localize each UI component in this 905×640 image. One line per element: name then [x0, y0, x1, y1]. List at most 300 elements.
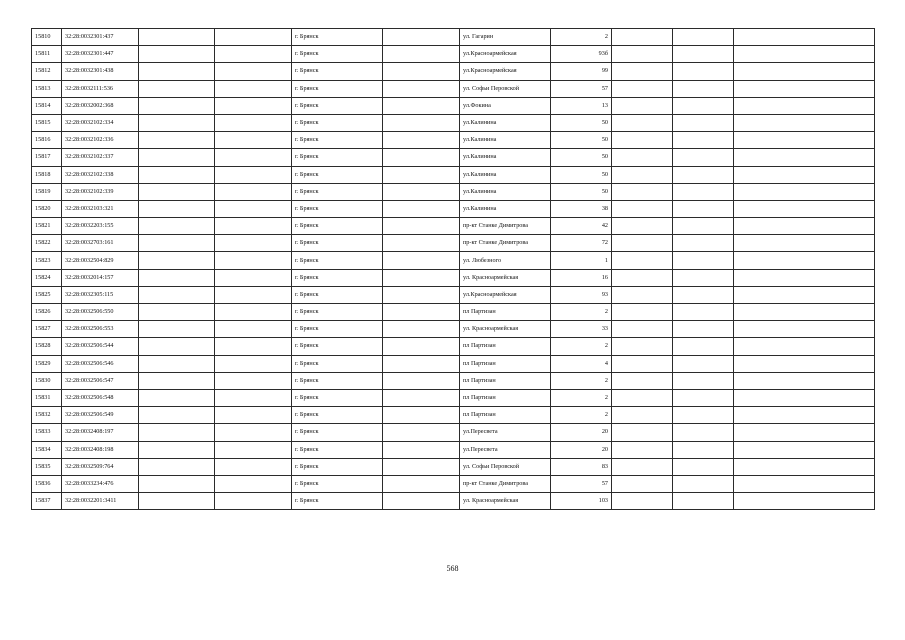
cell-empty: [139, 424, 215, 441]
cell-city: г. Брянск: [292, 46, 383, 63]
cell-empty: [612, 218, 673, 235]
table-row: [32, 218, 875, 235]
cell-empty: [673, 63, 734, 80]
cell-empty: [139, 372, 215, 389]
cell-empty: [734, 286, 875, 303]
cell-id: 15818: [32, 166, 62, 183]
cell-cadastral-number: 32:28:0032102:337: [62, 149, 139, 166]
cell-empty: [215, 132, 292, 149]
cell-empty: [383, 63, 460, 80]
cell-value: 50: [551, 132, 612, 149]
cell-street: ул. Гагарин: [460, 29, 551, 46]
cell-id: 15822: [32, 235, 62, 252]
cell-empty: [215, 63, 292, 80]
cell-empty: [612, 458, 673, 475]
cell-street: пр-кт Станке Димитрова: [460, 475, 551, 492]
cell-empty: [215, 458, 292, 475]
cell-street: ул.Калинина: [460, 114, 551, 131]
cell-street: пл Партизан: [460, 372, 551, 389]
cell-empty: [673, 252, 734, 269]
cell-value: 72: [551, 235, 612, 252]
table-row: [32, 114, 875, 131]
cell-value: 2: [551, 389, 612, 406]
cell-empty: [734, 149, 875, 166]
table-row: [32, 441, 875, 458]
cell-value: 93б: [551, 46, 612, 63]
cell-empty: [383, 132, 460, 149]
cell-cadastral-number: 32:28:0032201:3411: [62, 493, 139, 510]
cell-empty: [139, 166, 215, 183]
cell-empty: [215, 372, 292, 389]
cell-empty: [215, 29, 292, 46]
cell-value: 2: [551, 338, 612, 355]
cell-empty: [383, 200, 460, 217]
table-row: [32, 235, 875, 252]
cell-value: 20: [551, 424, 612, 441]
cell-street: ул.Калинина: [460, 183, 551, 200]
cell-cadastral-number: 32:28:0032504:829: [62, 252, 139, 269]
table-row: [32, 338, 875, 355]
cell-empty: [734, 458, 875, 475]
cell-value: 13: [551, 97, 612, 114]
cell-empty: [612, 97, 673, 114]
cell-street: ул.Калинина: [460, 149, 551, 166]
cell-value: 50: [551, 166, 612, 183]
cell-street: ул. Красноармейская: [460, 493, 551, 510]
cell-cadastral-number: 32:28:0032102:338: [62, 166, 139, 183]
cell-empty: [215, 235, 292, 252]
cell-id: 15824: [32, 269, 62, 286]
cell-id: 15834: [32, 441, 62, 458]
cell-empty: [612, 389, 673, 406]
cell-empty: [215, 46, 292, 63]
cell-empty: [734, 132, 875, 149]
cell-empty: [139, 80, 215, 97]
cell-empty: [139, 97, 215, 114]
cell-empty: [215, 166, 292, 183]
cell-cadastral-number: 32:28:0032301:447: [62, 46, 139, 63]
table-row: [32, 389, 875, 406]
cell-empty: [139, 252, 215, 269]
cell-empty: [734, 338, 875, 355]
cell-empty: [139, 149, 215, 166]
cell-empty: [383, 441, 460, 458]
cell-empty: [215, 269, 292, 286]
cell-empty: [673, 338, 734, 355]
cell-street: ул.Калинина: [460, 166, 551, 183]
cell-empty: [139, 304, 215, 321]
cell-street: ул. Софьи Перовской: [460, 458, 551, 475]
cell-empty: [139, 132, 215, 149]
cell-id: 15812: [32, 63, 62, 80]
cell-empty: [383, 235, 460, 252]
cell-id: 15820: [32, 200, 62, 217]
cell-empty: [139, 218, 215, 235]
cell-empty: [612, 252, 673, 269]
cell-empty: [215, 338, 292, 355]
cell-cadastral-number: 32:28:0032506:549: [62, 407, 139, 424]
cell-value: 33: [551, 321, 612, 338]
table-row: [32, 183, 875, 200]
cell-city: г. Брянск: [292, 441, 383, 458]
cell-empty: [673, 235, 734, 252]
cell-cadastral-number: 32:28:0032408:197: [62, 424, 139, 441]
cell-empty: [383, 407, 460, 424]
cell-city: г. Брянск: [292, 252, 383, 269]
cell-empty: [383, 252, 460, 269]
cell-empty: [383, 97, 460, 114]
cell-empty: [215, 424, 292, 441]
page-number: 568: [446, 564, 459, 573]
cell-cadastral-number: 32:28:0032203:155: [62, 218, 139, 235]
table-row: [32, 166, 875, 183]
cell-id: 15831: [32, 389, 62, 406]
cell-city: г. Брянск: [292, 458, 383, 475]
cell-empty: [612, 46, 673, 63]
cell-empty: [673, 97, 734, 114]
cell-empty: [734, 97, 875, 114]
table-row: [32, 304, 875, 321]
cell-cadastral-number: 32:28:0032103:321: [62, 200, 139, 217]
cell-street: пл Партизан: [460, 338, 551, 355]
cell-empty: [383, 149, 460, 166]
cell-id: 15814: [32, 97, 62, 114]
cell-empty: [734, 304, 875, 321]
cell-empty: [612, 80, 673, 97]
cell-empty: [139, 114, 215, 131]
cell-empty: [612, 29, 673, 46]
cell-value: 83: [551, 458, 612, 475]
cell-city: г. Брянск: [292, 29, 383, 46]
cell-id: 15813: [32, 80, 62, 97]
cell-street: ул.Калинина: [460, 132, 551, 149]
cell-empty: [383, 475, 460, 492]
cell-city: г. Брянск: [292, 166, 383, 183]
cell-empty: [383, 166, 460, 183]
cell-empty: [612, 304, 673, 321]
cell-city: г. Брянск: [292, 475, 383, 492]
table-row: [32, 252, 875, 269]
cell-empty: [612, 200, 673, 217]
cell-cadastral-number: 32:28:0032002:368: [62, 97, 139, 114]
cell-empty: [215, 286, 292, 303]
table-row: [32, 97, 875, 114]
cell-empty: [734, 493, 875, 510]
cell-city: г. Брянск: [292, 493, 383, 510]
table-row: [32, 372, 875, 389]
cell-id: 15817: [32, 149, 62, 166]
cell-value: 38: [551, 200, 612, 217]
cell-empty: [215, 252, 292, 269]
cell-empty: [612, 269, 673, 286]
cell-empty: [673, 149, 734, 166]
cell-empty: [612, 149, 673, 166]
cell-empty: [673, 80, 734, 97]
cell-empty: [612, 183, 673, 200]
cell-street: пл Партизан: [460, 355, 551, 372]
cell-empty: [612, 475, 673, 492]
cell-empty: [612, 441, 673, 458]
cell-id: 15811: [32, 46, 62, 63]
cell-empty: [383, 286, 460, 303]
cell-street: ул.Калинина: [460, 200, 551, 217]
cell-city: г. Брянск: [292, 304, 383, 321]
cell-id: 15810: [32, 29, 62, 46]
cell-cadastral-number: 32:28:0032506:548: [62, 389, 139, 406]
cell-empty: [734, 114, 875, 131]
cell-value: 57: [551, 80, 612, 97]
cell-street: пл Партизан: [460, 389, 551, 406]
cell-empty: [383, 493, 460, 510]
cell-id: 15816: [32, 132, 62, 149]
table-row: [32, 424, 875, 441]
cell-empty: [139, 235, 215, 252]
cell-cadastral-number: 32:28:0032102:336: [62, 132, 139, 149]
cell-value: 42: [551, 218, 612, 235]
cell-empty: [612, 424, 673, 441]
cell-empty: [383, 80, 460, 97]
cell-empty: [139, 29, 215, 46]
cell-id: 15826: [32, 304, 62, 321]
cell-street: ул.Красноармейская: [460, 286, 551, 303]
cell-city: г. Брянск: [292, 321, 383, 338]
cell-empty: [734, 321, 875, 338]
cell-street: ул.Фокина: [460, 97, 551, 114]
cell-empty: [383, 355, 460, 372]
cell-city: г. Брянск: [292, 389, 383, 406]
table-row: [32, 355, 875, 372]
cell-empty: [612, 355, 673, 372]
table-row: [32, 321, 875, 338]
cell-city: г. Брянск: [292, 355, 383, 372]
cell-empty: [215, 200, 292, 217]
cell-empty: [215, 389, 292, 406]
cell-empty: [734, 183, 875, 200]
cell-empty: [139, 389, 215, 406]
cell-empty: [139, 458, 215, 475]
cell-cadastral-number: 32:28:0033234:476: [62, 475, 139, 492]
cell-empty: [673, 321, 734, 338]
cell-empty: [612, 493, 673, 510]
cell-cadastral-number: 32:28:0032102:339: [62, 183, 139, 200]
cell-city: г. Брянск: [292, 218, 383, 235]
cell-empty: [734, 355, 875, 372]
cell-empty: [215, 441, 292, 458]
cell-empty: [734, 29, 875, 46]
cell-id: 15837: [32, 493, 62, 510]
cell-value: 99: [551, 63, 612, 80]
registry-sheet: [31, 28, 874, 510]
table-row: [32, 269, 875, 286]
cell-empty: [612, 63, 673, 80]
cell-street: ул. Красноармейская: [460, 321, 551, 338]
cell-city: г. Брянск: [292, 286, 383, 303]
cell-cadastral-number: 32:28:0032506:550: [62, 304, 139, 321]
cell-value: 1: [551, 252, 612, 269]
cell-city: г. Брянск: [292, 424, 383, 441]
cell-empty: [673, 114, 734, 131]
cell-empty: [215, 493, 292, 510]
cell-empty: [383, 269, 460, 286]
cell-cadastral-number: 32:28:0032301:437: [62, 29, 139, 46]
table-row: [32, 149, 875, 166]
cell-city: г. Брянск: [292, 114, 383, 131]
cell-id: 15836: [32, 475, 62, 492]
cell-city: г. Брянск: [292, 372, 383, 389]
cell-empty: [383, 114, 460, 131]
table-row: [32, 132, 875, 149]
cell-empty: [673, 304, 734, 321]
cell-id: 15823: [32, 252, 62, 269]
cell-empty: [139, 321, 215, 338]
registry-table-body: [32, 29, 875, 510]
cell-empty: [612, 286, 673, 303]
table-row: [32, 475, 875, 492]
table-row: [32, 286, 875, 303]
cell-street: ул.Пересвета: [460, 424, 551, 441]
table-row: [32, 63, 875, 80]
cell-empty: [673, 132, 734, 149]
cell-empty: [673, 183, 734, 200]
cell-empty: [612, 114, 673, 131]
cell-empty: [139, 441, 215, 458]
cell-empty: [215, 183, 292, 200]
cell-empty: [673, 200, 734, 217]
cell-empty: [612, 338, 673, 355]
cell-empty: [734, 166, 875, 183]
cell-empty: [139, 183, 215, 200]
cell-empty: [383, 29, 460, 46]
cell-street: ул.Красноармейская: [460, 46, 551, 63]
cell-empty: [139, 286, 215, 303]
cell-empty: [139, 407, 215, 424]
cell-id: 15827: [32, 321, 62, 338]
cell-empty: [673, 475, 734, 492]
cell-street: ул. Красноармейская: [460, 269, 551, 286]
cell-empty: [673, 441, 734, 458]
cell-empty: [383, 321, 460, 338]
cell-id: 15832: [32, 407, 62, 424]
cell-empty: [673, 389, 734, 406]
cell-empty: [139, 63, 215, 80]
registry-table: [31, 28, 875, 510]
cell-city: г. Брянск: [292, 200, 383, 217]
cell-empty: [612, 166, 673, 183]
cell-empty: [139, 475, 215, 492]
cell-value: 57: [551, 475, 612, 492]
cell-empty: [215, 355, 292, 372]
cell-value: 20: [551, 441, 612, 458]
cell-id: 15829: [32, 355, 62, 372]
cell-city: г. Брянск: [292, 97, 383, 114]
cell-empty: [673, 29, 734, 46]
cell-value: 4: [551, 355, 612, 372]
cell-value: 103: [551, 493, 612, 510]
cell-id: 15828: [32, 338, 62, 355]
cell-street: ул.Пересвета: [460, 441, 551, 458]
table-row: [32, 29, 875, 46]
cell-street: ул. Софьи Перовской: [460, 80, 551, 97]
cell-value: 2: [551, 304, 612, 321]
cell-street: пл Партизан: [460, 407, 551, 424]
cell-empty: [673, 286, 734, 303]
table-row: [32, 46, 875, 63]
cell-empty: [734, 372, 875, 389]
cell-empty: [215, 304, 292, 321]
cell-value: 50: [551, 183, 612, 200]
cell-empty: [612, 132, 673, 149]
cell-cadastral-number: 32:28:0032111:536: [62, 80, 139, 97]
cell-empty: [734, 63, 875, 80]
cell-empty: [383, 183, 460, 200]
cell-city: г. Брянск: [292, 235, 383, 252]
cell-street: ул. Любезного: [460, 252, 551, 269]
cell-cadastral-number: 32:28:0032506:547: [62, 372, 139, 389]
cell-empty: [383, 424, 460, 441]
cell-id: 15825: [32, 286, 62, 303]
cell-cadastral-number: 32:28:0032703:161: [62, 235, 139, 252]
cell-empty: [215, 149, 292, 166]
cell-cadastral-number: 32:28:0032408:198: [62, 441, 139, 458]
cell-empty: [734, 424, 875, 441]
cell-empty: [734, 80, 875, 97]
cell-empty: [734, 200, 875, 217]
cell-empty: [734, 218, 875, 235]
cell-empty: [383, 338, 460, 355]
cell-street: пл Партизан: [460, 304, 551, 321]
cell-empty: [734, 269, 875, 286]
cell-id: 15833: [32, 424, 62, 441]
cell-empty: [673, 46, 734, 63]
cell-empty: [383, 46, 460, 63]
cell-empty: [612, 235, 673, 252]
cell-empty: [612, 407, 673, 424]
cell-empty: [139, 46, 215, 63]
cell-id: 15819: [32, 183, 62, 200]
cell-city: г. Брянск: [292, 407, 383, 424]
cell-empty: [673, 372, 734, 389]
cell-empty: [734, 407, 875, 424]
cell-value: 2: [551, 29, 612, 46]
table-row: [32, 80, 875, 97]
cell-id: 15830: [32, 372, 62, 389]
cell-empty: [139, 200, 215, 217]
cell-city: г. Брянск: [292, 338, 383, 355]
cell-empty: [673, 355, 734, 372]
cell-empty: [215, 114, 292, 131]
cell-value: 50: [551, 114, 612, 131]
cell-empty: [139, 493, 215, 510]
cell-city: г. Брянск: [292, 63, 383, 80]
cell-street: пр-кт Станке Димитрова: [460, 235, 551, 252]
cell-empty: [383, 218, 460, 235]
cell-cadastral-number: 32:28:0032506:546: [62, 355, 139, 372]
cell-empty: [215, 80, 292, 97]
cell-value: 16: [551, 269, 612, 286]
table-row: [32, 407, 875, 424]
table-row: [32, 493, 875, 510]
cell-cadastral-number: 32:28:0032509:764: [62, 458, 139, 475]
cell-empty: [383, 389, 460, 406]
cell-city: г. Брянск: [292, 132, 383, 149]
cell-empty: [734, 441, 875, 458]
cell-value: 50: [551, 149, 612, 166]
cell-empty: [139, 269, 215, 286]
cell-street: ул.Красноармейская: [460, 63, 551, 80]
cell-empty: [215, 218, 292, 235]
cell-cadastral-number: 32:28:0032506:553: [62, 321, 139, 338]
table-row: [32, 200, 875, 217]
